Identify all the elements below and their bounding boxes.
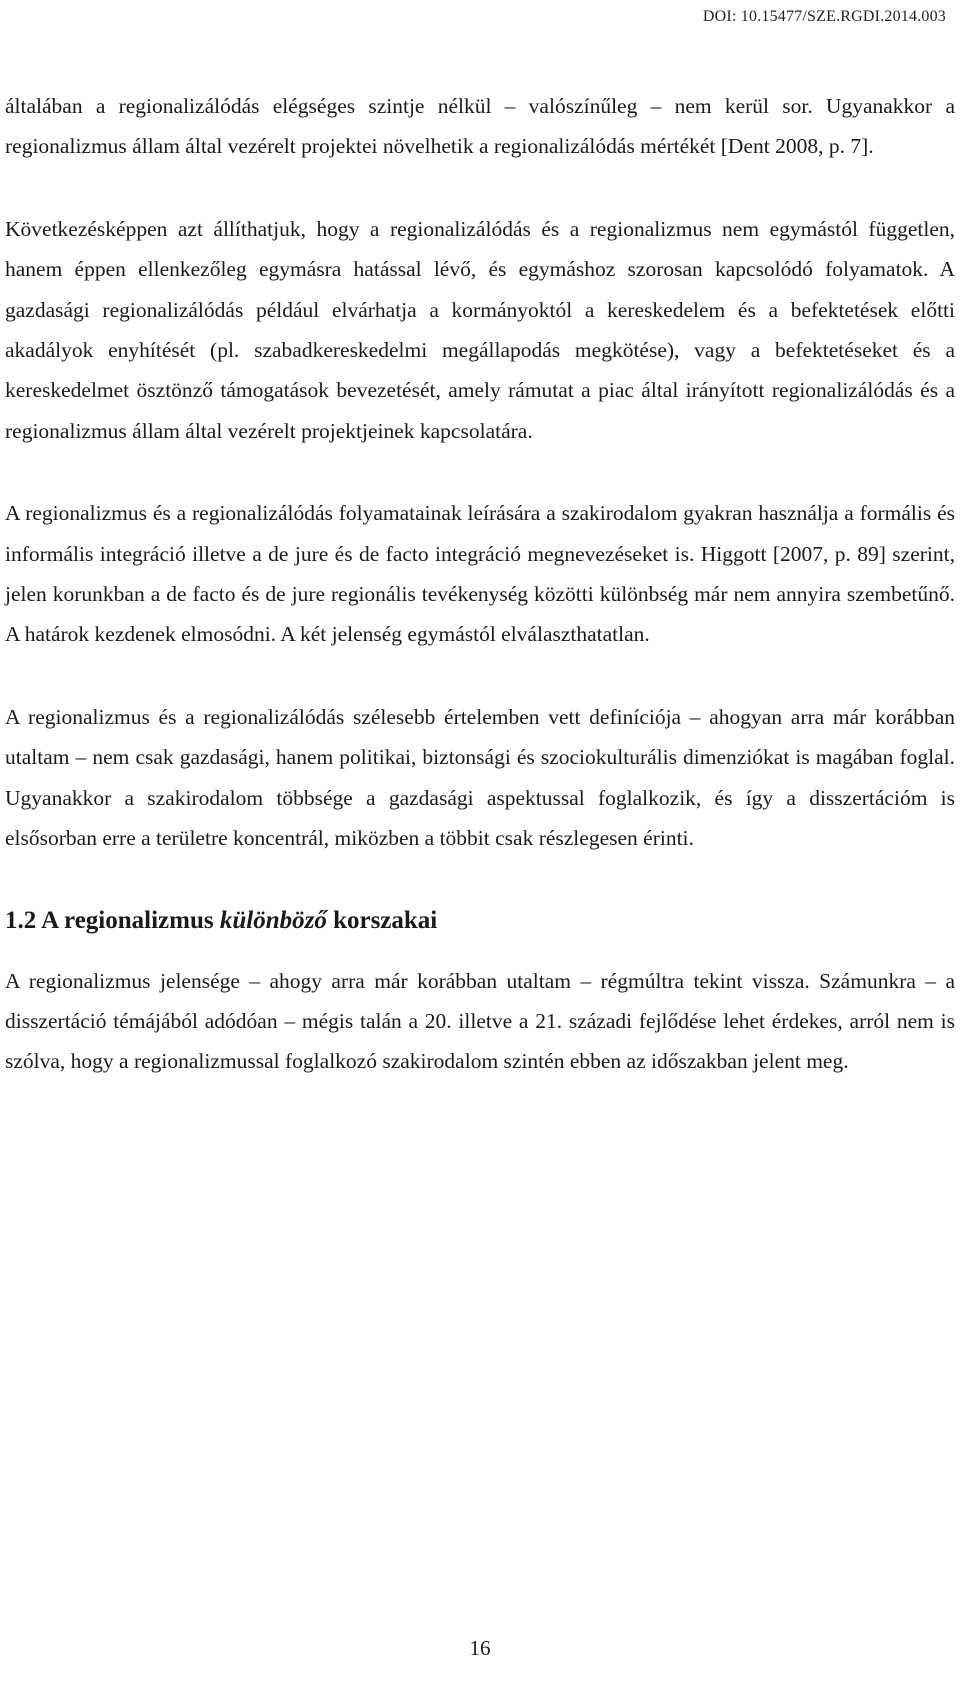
doi-header: DOI: 10.15477/SZE.RGDI.2014.003 bbox=[702, 8, 946, 25]
section-heading bbox=[5, 901, 955, 941]
section-title-end: korszakai bbox=[333, 906, 438, 934]
paragraph-4: A regionalizmus és a regionalizálódás szélesebb értelemben vett definíciója – ahogyan arra már korábban utaltam – nem csak gazdasági, hanem politikai, biztonsági és szociokulturális dimenziókat is magában foglal. Ugyanakkor a szakirodalom többsége a gazdasági aspektussal foglalkozik, és így a disszertációm is elsősorban erre a területre koncentrál, miközben a többit csak részlegesen érinti. bbox=[5, 704, 955, 851]
paragraph-1: általában a regionalizálódás elégséges szintje nélkül – valószínűleg – nem kerül sor. Ugyanakkor a regionalizmus állam által vezérelt projektei növelhetik a regionalizálódás mértékét [Dent 2008, p. 7]. bbox=[5, 94, 955, 159]
section-number: 1.2 bbox=[5, 906, 37, 934]
paragraph-2: Következésképpen azt állíthatjuk, hogy a regionalizálódás és a regionalizmus nem egymástól független, hanem éppen ellenkezőleg egymásra hatással lévő, és egymáshoz szorosan kapcsolódó folyamatok. A gazdasági regionalizálódás például elvárhatja a kormányoktól a kereskedelem és a befektetések előtti akadályok enyhítését (pl. szabadkereskedelmi megállapodás megkötése), vagy a befektetéseket és a kereskedelmet ösztönző támogatások bevezetését, amely rámutat a piac által irányított regionalizálódás és a regionalizmus állam által vezérelt projektjeinek kapcsolatára. bbox=[5, 216, 955, 443]
page-number: 16 bbox=[469, 1636, 491, 1660]
section-title-italic: különböző bbox=[219, 906, 327, 934]
section-title-start: A regionalizmus bbox=[41, 906, 214, 934]
paragraph-3: A regionalizmus és a regionalizálódás folyamatainak leírására a szakirodalom gyakran használja a formális és informális integráció illetve a de jure és de facto integráció megnevezéseket is. Higgott [2007, p. 89] szerint, jelen korunkban a de facto és de jure regionális tevékenység közötti különbség már nem annyira szembetűnő. A határok kezdenek elmosódni. A két jelenség egymástól elválaszthatatlan. bbox=[5, 501, 955, 647]
paragraph-5: A regionalizmus jelensége – ahogy arra már korábban utaltam – régmúltra tekint vissza. Számunkra – a disszertáció témájából adódóan – mégis talán a 20. illetve a 21. századi fejlődése lehet érdekes, arról nem is szólva, hogy a regionalizmussal foglalkozó szakirodalom szintén ebben az időszakban jelent meg. bbox=[5, 968, 955, 1074]
page-body bbox=[5, 86, 955, 1124]
